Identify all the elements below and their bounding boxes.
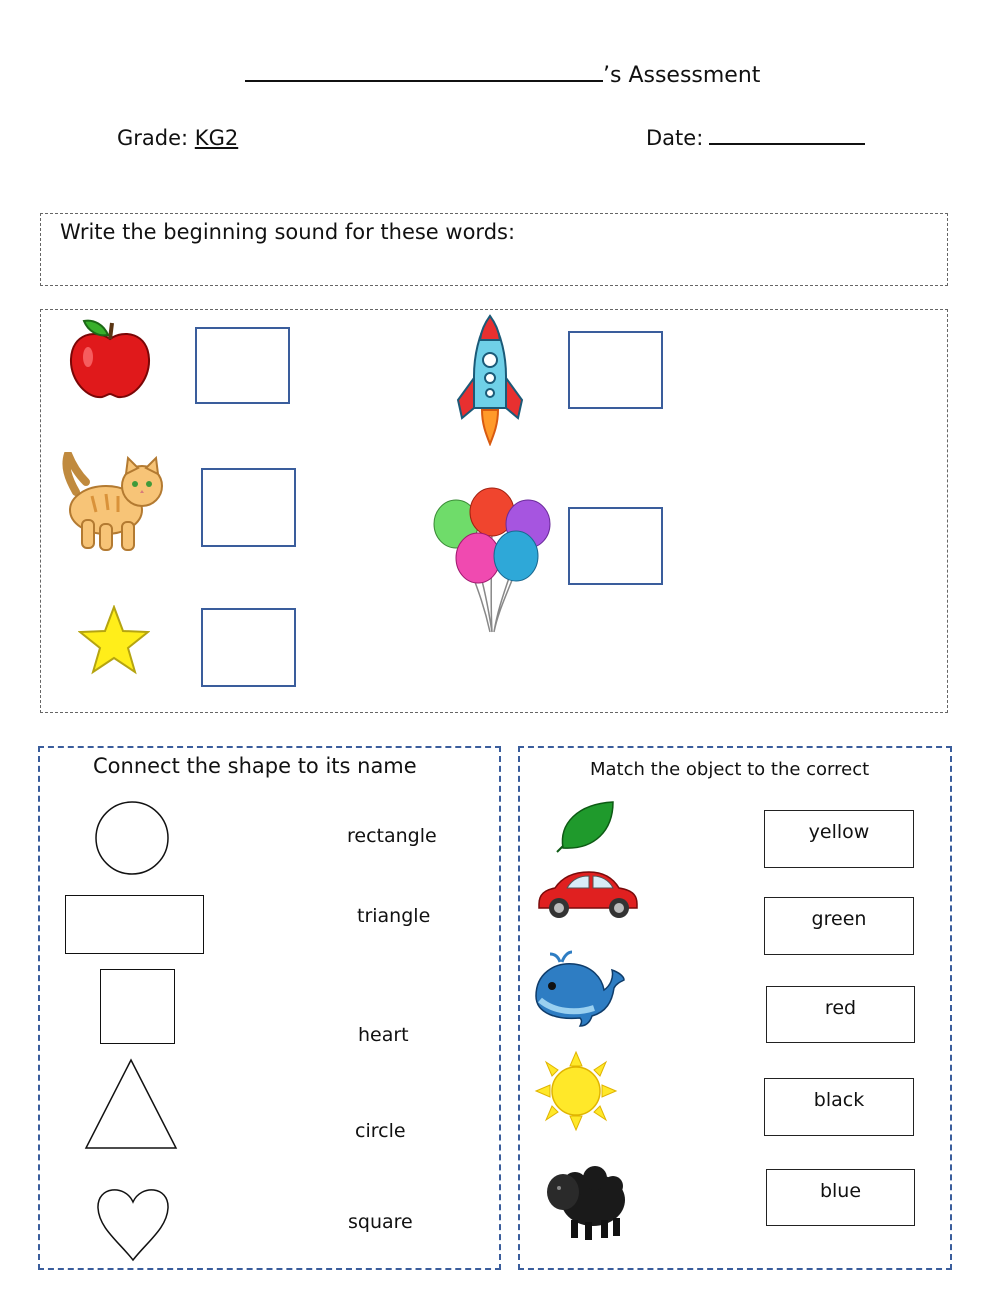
shape-name-triangle[interactable]: triangle	[357, 905, 431, 927]
match-title: Match the object to the correct	[590, 759, 870, 780]
rectangle-icon[interactable]	[65, 895, 204, 954]
grade-label: Grade:	[117, 126, 189, 150]
circle-icon[interactable]	[93, 800, 171, 878]
color-label-green: green	[811, 908, 867, 930]
answer-box-cat[interactable]	[201, 468, 296, 547]
name-blank[interactable]	[245, 62, 603, 82]
square-icon[interactable]	[100, 969, 175, 1044]
answer-box-star[interactable]	[201, 608, 296, 687]
answer-box-apple[interactable]	[195, 327, 290, 404]
page-title	[245, 62, 760, 88]
shape-name-circle[interactable]: circle	[355, 1120, 406, 1142]
color-label-black: black	[813, 1089, 865, 1111]
triangle-icon[interactable]	[84, 1058, 178, 1150]
answer-box-rocket[interactable]	[568, 331, 663, 409]
grade-line	[117, 126, 238, 150]
title-suffix: ’s Assessment	[603, 63, 761, 88]
sun-icon[interactable]	[534, 1050, 618, 1132]
date-label: Date:	[646, 126, 704, 150]
sheep-icon[interactable]	[545, 1158, 627, 1242]
rocket-icon	[456, 314, 524, 446]
color-label-yellow: yellow	[808, 821, 870, 843]
grade-value: KG2	[194, 126, 239, 150]
color-box-black[interactable]	[764, 1078, 914, 1136]
car-icon[interactable]	[535, 868, 641, 920]
leaf-icon[interactable]	[555, 800, 617, 854]
color-box-red[interactable]	[766, 986, 915, 1043]
apple-icon	[66, 317, 154, 401]
color-box-yellow[interactable]	[764, 810, 914, 868]
color-label-blue: blue	[819, 1180, 862, 1202]
date-blank[interactable]	[709, 127, 865, 145]
answer-box-balloons[interactable]	[568, 507, 663, 585]
color-box-green[interactable]	[764, 897, 914, 955]
color-label-red: red	[824, 997, 857, 1019]
whale-icon[interactable]	[530, 950, 626, 1028]
date-line	[646, 126, 865, 150]
shape-name-square[interactable]: square	[348, 1211, 413, 1233]
cat-icon	[62, 452, 168, 554]
heart-icon[interactable]	[95, 1182, 171, 1262]
balloons-icon	[432, 486, 554, 634]
shapes-title: Connect the shape to its name	[93, 754, 417, 778]
shape-name-heart[interactable]: heart	[358, 1024, 409, 1046]
instruction-text: Write the beginning sound for these words:	[60, 220, 516, 244]
color-box-blue[interactable]	[766, 1169, 915, 1226]
star-icon	[78, 605, 150, 675]
shape-name-rectangle[interactable]: rectangle	[347, 825, 437, 847]
